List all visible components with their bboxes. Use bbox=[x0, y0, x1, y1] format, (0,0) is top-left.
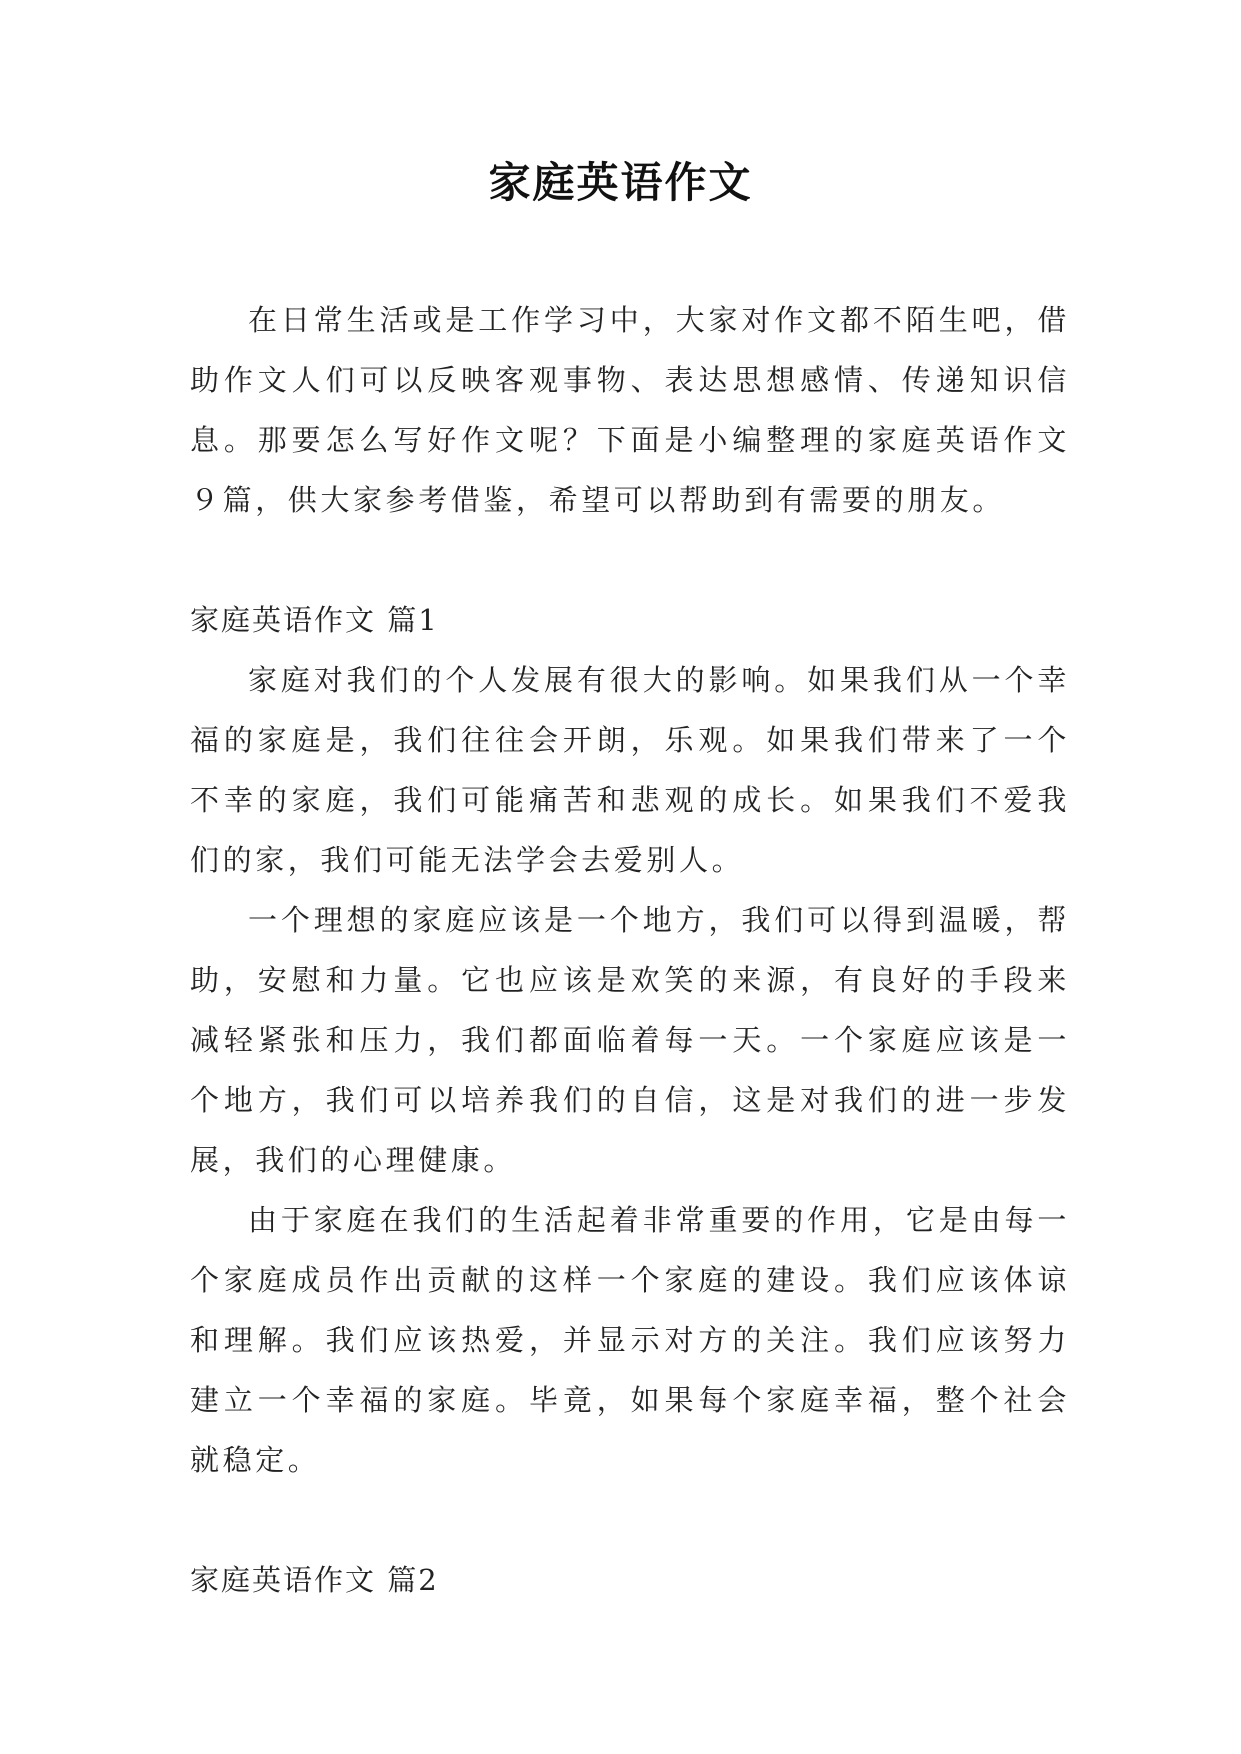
section-1-paragraph-2: 一个理想的家庭应该是一个地方，我们可以得到温暖，帮助，安慰和力量。它也应该是欢笑的来源，有良好的手段来减轻紧张和压力，我们都面临着每一天。一个家庭应该是一个地方，我们可以培养我们的自信，这是对我们的进一步发展，我们的心理健康。 bbox=[190, 903, 1070, 1177]
section-1-paragraph-1: 家庭对我们的个人发展有很大的影响。如果我们从一个幸福的家庭是，我们往往会开朗，乐观。如果我们带来了一个不幸的家庭，我们可能痛苦和悲观的成长。如果我们不爱我们的家，我们可能无法学会去爱别人。 bbox=[190, 663, 1070, 877]
section-heading-2: 家庭英语作文 篇2 bbox=[190, 1563, 439, 1597]
document-body bbox=[190, 290, 1070, 1610]
section-heading-1: 家庭英语作文 篇1 bbox=[190, 603, 439, 637]
section-1-paragraph-3: 由于家庭在我们的生活起着非常重要的作用，它是由每一个家庭成员作出贡献的这样一个家庭的建设。我们应该体谅和理解。我们应该热爱，并显示对方的关注。我们应该努力建立一个幸福的家庭。毕竟，如果每个家庭幸福，整个社会就稳定。 bbox=[190, 1203, 1070, 1477]
intro-paragraph: 在日常生活或是工作学习中，大家对作文都不陌生吧，借助作文人们可以反映客观事物、表达思想感情、传递知识信息。那要怎么写好作文呢？下面是小编整理的家庭英语作文９篇，供大家参考借鉴，希望可以帮助到有需要的朋友。 bbox=[190, 303, 1070, 517]
document-title: 家庭英语作文 bbox=[488, 158, 753, 207]
